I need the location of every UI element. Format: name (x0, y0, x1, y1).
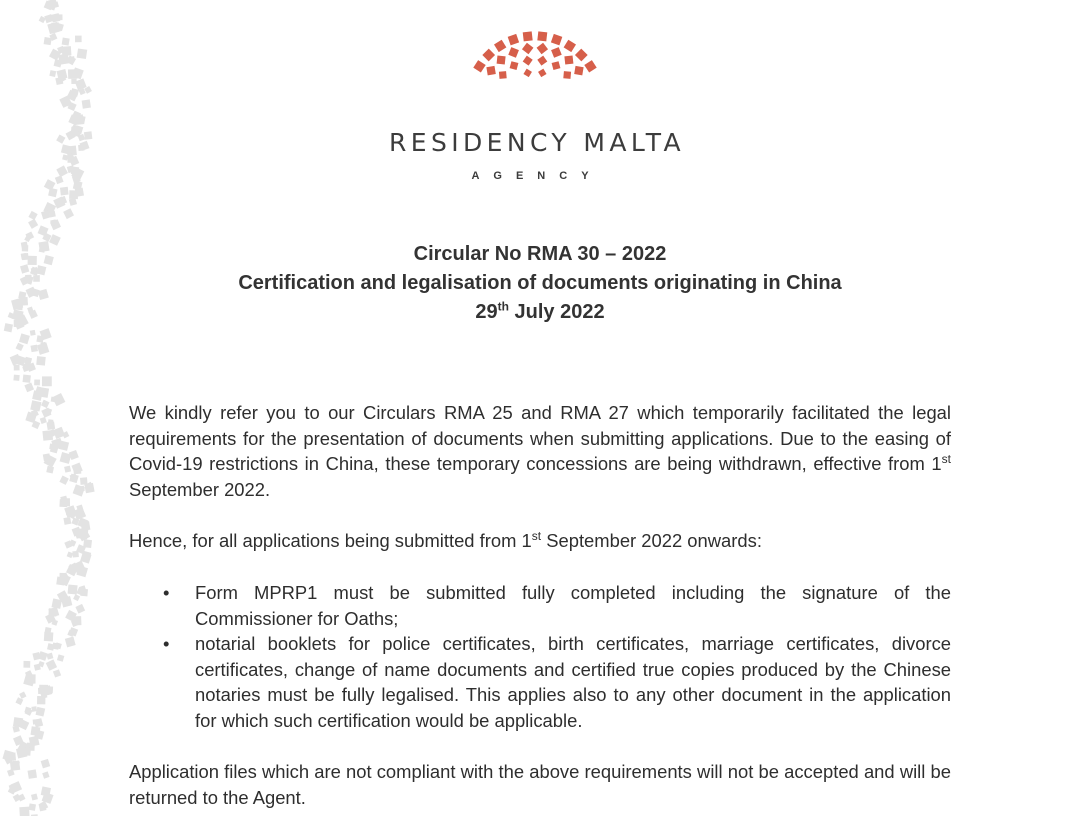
border-tile (47, 421, 56, 430)
logo-tile (508, 47, 519, 58)
logo-tile (563, 71, 571, 79)
circular-number: Circular No RMA 30 – 2022 (413, 243, 667, 265)
border-tile (64, 466, 71, 473)
border-tile (49, 70, 56, 77)
border-tile (52, 393, 65, 406)
logo-tile (522, 43, 533, 54)
border-tile (62, 38, 70, 46)
border-tile (68, 584, 78, 594)
border-tile (37, 696, 45, 704)
border-tile (43, 453, 51, 461)
logo-tile (537, 31, 547, 41)
border-tile (19, 691, 26, 698)
list-item-text: notarial booklets for police certificates, birth certificates, marriage certificates, divorce certificates, change of name documents and certified true copies produced by the Chinese notaries must be fully legalised. This applies also to any other document in the application for which such certification would be applicable. (195, 633, 951, 731)
border-tile (69, 190, 78, 199)
logo-tile (574, 66, 583, 75)
border-tile (29, 736, 40, 747)
applications-paragraph (129, 528, 951, 554)
logo-tile (564, 55, 573, 64)
border-tile (84, 131, 92, 139)
border-tile (14, 365, 20, 371)
compliance-paragraph: Application files which are not compliant with the above requirements will not be accepted and will be returned to the Agent. (129, 761, 951, 808)
border-tile (23, 661, 30, 668)
border-tile (19, 333, 30, 344)
intro-date-suffix: st (941, 452, 951, 467)
border-tile (84, 483, 94, 493)
border-tile (44, 632, 54, 642)
applications-paragraph-text: Hence, for all applications being submitted from 1 (129, 530, 532, 551)
border-tile (28, 256, 37, 265)
border-tile (55, 175, 64, 184)
border-tile (44, 255, 54, 265)
logo-tile (552, 61, 561, 70)
border-tile (28, 219, 38, 229)
logo-agency-name: RESIDENCY MALTA (389, 128, 685, 157)
border-tile (30, 345, 37, 352)
circular-heading (130, 240, 950, 327)
logo-tile (551, 47, 562, 58)
border-tile (33, 275, 40, 282)
fan-mosaic-logo-icon (455, 24, 615, 80)
border-tile (77, 48, 88, 59)
logo-tile (523, 69, 532, 78)
border-tile (41, 400, 50, 409)
intro-paragraph-text: We kindly refer you to our Circulars RMA 25 and RMA 27 which temporarily facilitated the legal requirements for the presentation of documents when submitting applications. Due to the easing of Covid-19 restrictions in China, these temporary concessions are being withdrawn, effective from 1 (129, 402, 951, 475)
intro-paragraph-end: September 2022. (129, 478, 271, 500)
border-tile (82, 99, 91, 108)
border-tile (24, 383, 34, 393)
bullet-icon: • (163, 633, 170, 655)
border-tile (60, 187, 69, 196)
border-tile (75, 36, 82, 43)
border-tile (22, 245, 29, 252)
logo-tile (523, 56, 533, 66)
circular-date-suffix: th (497, 299, 509, 314)
border-tile (19, 807, 29, 816)
border-tile (53, 669, 61, 677)
logo-tile (537, 56, 547, 66)
border-tile (36, 707, 46, 717)
border-tile (38, 651, 48, 661)
border-tile (13, 794, 21, 802)
border-tile (41, 759, 51, 769)
border-tile (14, 320, 21, 327)
border-tile (36, 265, 46, 275)
border-tile (73, 466, 81, 474)
border-tile (46, 659, 57, 670)
border-tile (37, 342, 49, 354)
border-tile (40, 417, 47, 424)
border-tile (65, 637, 76, 648)
logo-tile (482, 49, 495, 62)
border-tile (38, 241, 49, 252)
bullet-icon: • (163, 582, 170, 603)
border-tile (56, 165, 68, 177)
logo-tile (473, 60, 485, 72)
logo-tile (486, 66, 495, 75)
logo-tile (497, 55, 506, 64)
border-tile (36, 356, 46, 366)
border-tile (56, 134, 65, 143)
border-tile (80, 477, 88, 485)
border-tile (16, 343, 24, 351)
requirements-list (129, 580, 951, 734)
border-tile (71, 79, 76, 84)
border-tile (4, 323, 13, 332)
border-tile (46, 466, 54, 474)
logo-tile (537, 43, 548, 54)
border-tile (42, 771, 49, 778)
border-tile (72, 551, 79, 558)
border-tile (39, 685, 48, 694)
circular-date (130, 298, 950, 327)
logo-tile (584, 60, 596, 72)
logo-tile (499, 71, 507, 79)
border-tile (48, 188, 57, 197)
circular-date-rest: July 2022 (508, 301, 605, 323)
decorative-border-pattern (0, 0, 110, 816)
logo-tile (575, 49, 588, 62)
border-tile (62, 99, 69, 106)
border-tile (44, 37, 52, 45)
border-tile (58, 54, 69, 65)
border-tile (57, 654, 64, 661)
intro-paragraph (129, 400, 951, 502)
logo-tile (508, 34, 519, 45)
logo-tile (494, 40, 506, 52)
border-tile (13, 375, 19, 381)
applications-paragraph-end: September 2022 onwards: (541, 530, 762, 551)
border-tile (21, 253, 28, 260)
applications-date-suffix: st (531, 528, 542, 543)
border-tile (30, 330, 36, 336)
border-tile (28, 211, 37, 220)
circular-date-day: 29 (475, 301, 498, 323)
border-tile (55, 77, 63, 85)
border-tile (67, 551, 74, 558)
border-tile (63, 208, 74, 219)
border-tile (59, 476, 68, 485)
logo-tile (523, 31, 533, 41)
border-tile (34, 379, 40, 385)
border-tile (73, 594, 80, 601)
list-item-text: Form MPRP1 must be submitted fully completed including the signature of the Commissioner for Oaths; (195, 582, 951, 629)
border-tile (63, 517, 71, 525)
border-tile (79, 486, 85, 492)
logo-tile (538, 69, 547, 78)
border-tile (31, 794, 38, 801)
circular-subject: Certification and legalisation of documents originating in China (238, 272, 842, 294)
border-tile (28, 803, 36, 811)
border-tile (23, 374, 31, 382)
border-tile (20, 264, 29, 273)
logo-tile (510, 61, 519, 70)
border-tile (77, 528, 88, 539)
border-tile (75, 604, 85, 614)
list-item (129, 580, 951, 631)
logo-agency-subtitle: AGENCY (471, 170, 603, 182)
border-tile (12, 761, 20, 769)
list-item (129, 631, 951, 733)
border-tile (80, 589, 88, 597)
border-tile (42, 430, 53, 441)
border-tile (42, 376, 52, 386)
border-tile (50, 219, 57, 226)
logo-tile (564, 40, 576, 52)
logo-tile (551, 34, 562, 45)
agency-logo (372, 24, 702, 182)
